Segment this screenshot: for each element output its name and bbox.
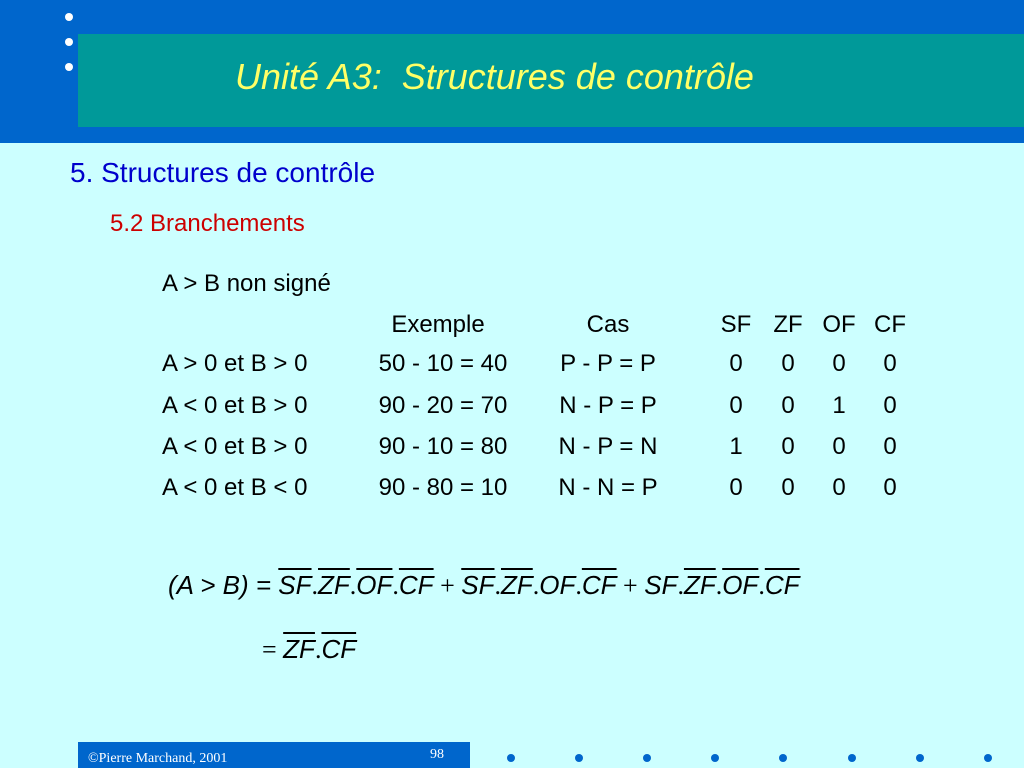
overlined-sf: $\overline{SF}$ bbox=[461, 570, 495, 600]
row-example: 90 - 80 = 10 bbox=[378, 474, 508, 501]
row-example: 50 - 10 = 40 bbox=[378, 350, 508, 377]
row-condition: A < 0 et B < 0 bbox=[162, 474, 308, 501]
section-heading: 5. Structures de contrôle bbox=[70, 157, 376, 188]
bullet-dot bbox=[65, 38, 73, 46]
row-zf: 0 bbox=[781, 392, 795, 419]
header-exemple: Exemple bbox=[391, 311, 485, 338]
formula-line-2: = $\overline{ZF}.\overline{CF}$ bbox=[262, 634, 357, 664]
row-of: 0 bbox=[832, 350, 846, 377]
overlined-cf: $\overline{CF}$ bbox=[764, 570, 800, 600]
plus-operator: + bbox=[616, 571, 645, 600]
row-sf: 0 bbox=[729, 474, 743, 501]
plus-operator: + bbox=[433, 571, 462, 600]
row-of: 1 bbox=[832, 392, 846, 419]
header-cf: CF bbox=[874, 311, 906, 338]
header-sf: SF bbox=[720, 311, 752, 338]
equals-operator: = bbox=[262, 635, 284, 664]
row-cf: 0 bbox=[883, 433, 897, 460]
row-zf: 0 bbox=[781, 474, 795, 501]
formula-lhs: (A > B) = bbox=[168, 570, 279, 600]
footer-bar bbox=[78, 742, 470, 768]
row-example: 90 - 20 = 70 bbox=[378, 392, 508, 419]
row-cas: N - P = N bbox=[558, 433, 658, 460]
slide-title: Unité A3: Structures de contrôle bbox=[235, 56, 754, 97]
footer-dot bbox=[507, 754, 515, 762]
row-sf: 1 bbox=[729, 433, 743, 460]
formula-line-1: $(A > B) = \overline{SF}.\overline{ZF}.\overline{OF}.\overline{CF} + \overline{SF}.\overline{ZF}.OF.\overline{CF} + SF.\overline{ZF}.\overline{OF}.\overline{CF}$ bbox=[168, 570, 800, 600]
row-condition: A < 0 et B > 0 bbox=[162, 392, 308, 419]
footer-dot bbox=[643, 754, 651, 762]
header-cas: Cas bbox=[586, 311, 630, 338]
bullet-dot bbox=[65, 13, 73, 21]
row-sf: 0 bbox=[729, 350, 743, 377]
row-of: 0 bbox=[832, 433, 846, 460]
overlined-zf: $\overline{ZF}$ bbox=[500, 570, 533, 600]
term-sf: SF bbox=[644, 570, 678, 600]
overlined-cf: $\overline{CF}$ bbox=[398, 570, 434, 600]
bullet-dot bbox=[65, 63, 73, 71]
row-cf: 0 bbox=[883, 474, 897, 501]
term-of: OF bbox=[539, 570, 576, 600]
row-condition: A > 0 et B > 0 bbox=[162, 350, 308, 377]
overlined-zf: $\overline{ZF}$ bbox=[683, 570, 716, 600]
overlined-cf: $\overline{CF}$ bbox=[321, 634, 357, 664]
footer-dot bbox=[711, 754, 719, 762]
row-sf: 0 bbox=[729, 392, 743, 419]
overlined-zf: $\overline{ZF}$ bbox=[283, 634, 315, 664]
footer-dot bbox=[779, 754, 787, 762]
overlined-zf: $\overline{ZF}$ bbox=[318, 570, 350, 600]
footer-dot bbox=[984, 754, 992, 762]
condition-label: A > B non signé bbox=[162, 270, 331, 297]
footer-dot bbox=[848, 754, 856, 762]
row-cf: 0 bbox=[883, 392, 897, 419]
header-zf: ZF bbox=[773, 311, 803, 338]
overlined-of: $\overline{OF}$ bbox=[356, 570, 393, 600]
row-example: 90 - 10 = 80 bbox=[378, 433, 508, 460]
row-cas: N - N = P bbox=[558, 474, 658, 501]
footer-dot bbox=[916, 754, 924, 762]
row-cf: 0 bbox=[883, 350, 897, 377]
row-cas: P - P = P bbox=[560, 350, 656, 377]
overlined-cf: $\overline{CF}$ bbox=[581, 570, 617, 600]
row-condition: A < 0 et B > 0 bbox=[162, 433, 308, 460]
overlined-of: $\overline{OF}$ bbox=[722, 570, 759, 600]
overlined-sf: $\overline{SF}$ bbox=[278, 570, 312, 600]
row-of: 0 bbox=[832, 474, 846, 501]
footer-dot bbox=[575, 754, 583, 762]
row-cas: N - P = P bbox=[559, 392, 657, 419]
row-zf: 0 bbox=[781, 433, 795, 460]
page-number: 98 bbox=[430, 747, 444, 762]
header-of: OF bbox=[822, 311, 856, 338]
copyright: ©Pierre Marchand, 2001 bbox=[88, 751, 228, 766]
subsection-heading: 5.2 Branchements bbox=[110, 210, 305, 237]
row-zf: 0 bbox=[781, 350, 795, 377]
